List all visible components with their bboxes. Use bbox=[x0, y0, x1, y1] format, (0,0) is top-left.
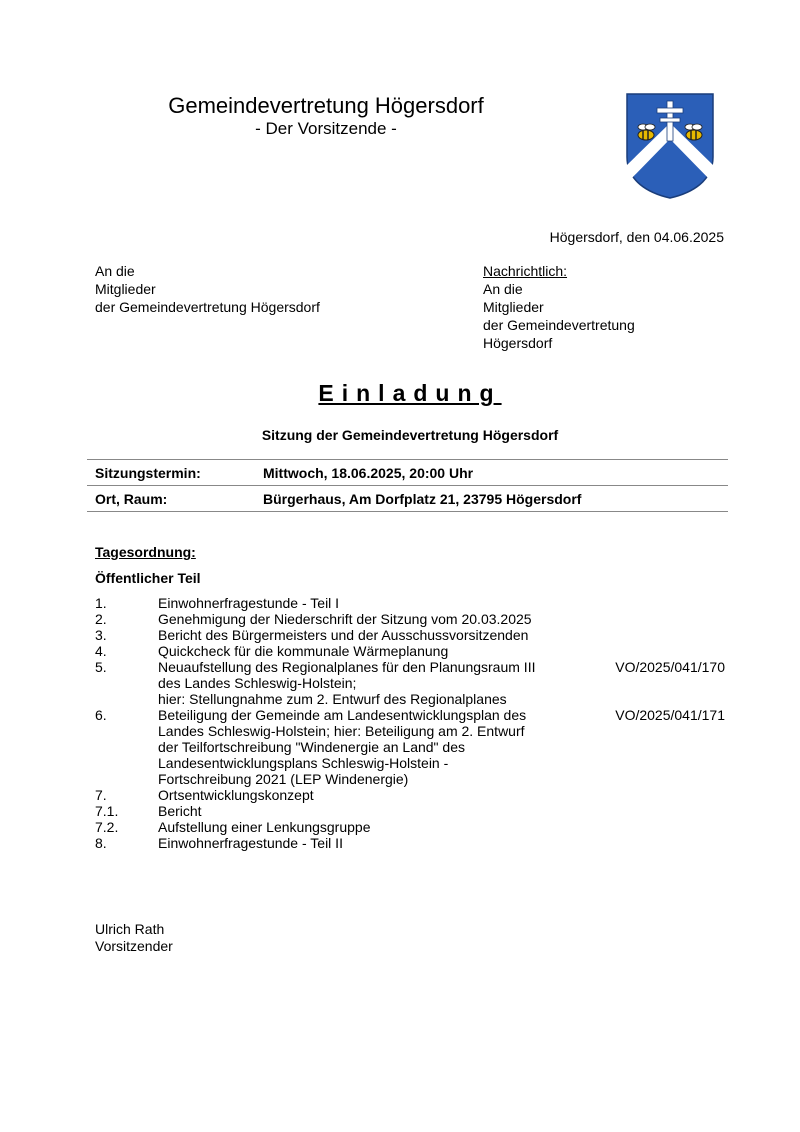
agenda-item-line: Quickcheck für die kommunale Wärmeplanung bbox=[158, 643, 449, 659]
crest-bee-right bbox=[685, 124, 702, 140]
agenda-item-line: Neuaufstellung des Regionalplanes für den Planungsraum III bbox=[158, 659, 536, 675]
meeting-info-table bbox=[87, 459, 728, 512]
agenda-item-number: 5. bbox=[95, 659, 107, 675]
cc-label: Nachrichtlich: bbox=[483, 263, 568, 279]
organization-subtitle: - Der Vorsitzende - bbox=[255, 119, 397, 138]
agenda-item-text bbox=[158, 835, 606, 851]
recipient-line: der Gemeindevertretung Högersdorf bbox=[95, 299, 320, 315]
agenda-item-reference bbox=[606, 595, 735, 611]
signer-name: Ulrich Rath bbox=[95, 921, 165, 937]
public-part-heading: Öffentlicher Teil bbox=[95, 570, 201, 586]
agenda-item-text bbox=[158, 707, 606, 787]
cc-line: der Gemeindevertretung bbox=[483, 317, 635, 333]
recipient-line: An die bbox=[95, 263, 135, 279]
agenda-item bbox=[95, 643, 735, 659]
agenda-item bbox=[95, 803, 735, 819]
agenda-item-line: Einwohnerfragestunde - Teil II bbox=[158, 835, 343, 851]
agenda-item-number: 1. bbox=[95, 595, 107, 611]
agenda-item-text bbox=[158, 659, 606, 707]
agenda-item-number: 7.2. bbox=[95, 819, 119, 835]
agenda-item-line: Aufstellung einer Lenkungsgruppe bbox=[158, 819, 371, 835]
agenda-item-reference bbox=[606, 819, 735, 835]
agenda-item-text bbox=[158, 611, 606, 627]
agenda-item-line: Bericht bbox=[158, 803, 202, 819]
coat-of-arms-icon bbox=[626, 93, 714, 199]
agenda-item-reference bbox=[606, 803, 735, 819]
agenda-item-reference bbox=[606, 787, 735, 803]
agenda-item-number: 3. bbox=[95, 627, 107, 643]
meeting-title: Sitzung der Gemeindevertretung Högersdorf bbox=[261, 427, 559, 443]
recipient-address bbox=[95, 262, 320, 316]
agenda-item-reference: VO/2025/041/171 bbox=[615, 707, 725, 723]
agenda-item-reference bbox=[606, 611, 735, 627]
agenda-item bbox=[95, 787, 735, 803]
agenda-item-line: Fortschreibung 2021 (LEP Windenergie) bbox=[158, 771, 409, 787]
agenda-item-line: Bericht des Bürgermeisters und der Ausschussvorsitzenden bbox=[158, 627, 529, 643]
meeting-info-row bbox=[87, 486, 728, 512]
agenda-item-line: der Teilfortschreibung "Windenergie an Land" des bbox=[158, 739, 465, 755]
agenda-item bbox=[95, 595, 735, 611]
agenda-item-text bbox=[158, 819, 606, 835]
agenda-list bbox=[95, 595, 735, 851]
agenda-item-reference bbox=[606, 627, 735, 643]
agenda-item-number: 7. bbox=[95, 787, 107, 803]
agenda-item bbox=[95, 659, 735, 707]
agenda-item bbox=[95, 627, 735, 643]
document-title: Einladung bbox=[318, 380, 502, 406]
agenda-item-number: 6. bbox=[95, 707, 107, 723]
agenda-item bbox=[95, 611, 735, 627]
agenda-item-number: 2. bbox=[95, 611, 107, 627]
agenda-item-text bbox=[158, 595, 606, 611]
agenda-item bbox=[95, 707, 735, 787]
meeting-info-value: Mittwoch, 18.06.2025, 20:00 Uhr bbox=[255, 460, 728, 486]
recipient-line: Mitglieder bbox=[95, 281, 156, 297]
letter-date: Högersdorf, den 04.06.2025 bbox=[549, 229, 724, 245]
agenda-heading: Tagesordnung: bbox=[95, 544, 196, 560]
agenda-item-text bbox=[158, 803, 606, 819]
agenda-item-reference: VO/2025/041/170 bbox=[615, 659, 725, 675]
agenda-item-number: 4. bbox=[95, 643, 107, 659]
agenda-item-line: Genehmigung der Niederschrift der Sitzung vom 20.03.2025 bbox=[158, 611, 532, 627]
cc-line: Mitglieder bbox=[483, 299, 544, 315]
agenda-item-line: hier: Stellungnahme zum 2. Entwurf des Regionalplanes bbox=[158, 691, 507, 707]
organization-name: Gemeindevertretung Högersdorf bbox=[168, 93, 484, 118]
agenda-item-line: Einwohnerfragestunde - Teil I bbox=[158, 595, 340, 611]
agenda-item-line: Landes Schleswig-Holstein; hier: Beteiligung am 2. Entwurf bbox=[158, 723, 525, 739]
agenda-item bbox=[95, 835, 735, 851]
agenda-item-line: Beteiligung der Gemeinde am Landesentwicklungsplan des bbox=[158, 707, 527, 723]
cc-line: An die bbox=[483, 281, 523, 297]
crest-bee-left bbox=[638, 124, 655, 140]
meeting-info-label: Sitzungstermin: bbox=[87, 460, 255, 486]
signature-block bbox=[95, 921, 173, 955]
agenda-item-line: Landesentwicklungsplans Schleswig-Holstein - bbox=[158, 755, 449, 771]
meeting-info-label: Ort, Raum: bbox=[87, 486, 255, 512]
agenda-item-text bbox=[158, 787, 606, 803]
meeting-info-row bbox=[87, 460, 728, 486]
meeting-info-value: Bürgerhaus, Am Dorfplatz 21, 23795 Högersdorf bbox=[255, 486, 728, 512]
cc-line: Högersdorf bbox=[483, 335, 553, 351]
agenda-item-number: 7.1. bbox=[95, 803, 119, 819]
agenda-item-text bbox=[158, 627, 606, 643]
signer-role: Vorsitzender bbox=[95, 938, 173, 954]
agenda-item-line: des Landes Schleswig-Holstein; bbox=[158, 675, 357, 691]
agenda-item-reference bbox=[606, 643, 735, 659]
agenda-item bbox=[95, 819, 735, 835]
agenda-item-text bbox=[158, 643, 606, 659]
agenda-item-line: Ortsentwicklungskonzept bbox=[158, 787, 314, 803]
cc-address bbox=[483, 262, 635, 352]
agenda-item-number: 8. bbox=[95, 835, 107, 851]
agenda-item-reference bbox=[606, 835, 735, 851]
